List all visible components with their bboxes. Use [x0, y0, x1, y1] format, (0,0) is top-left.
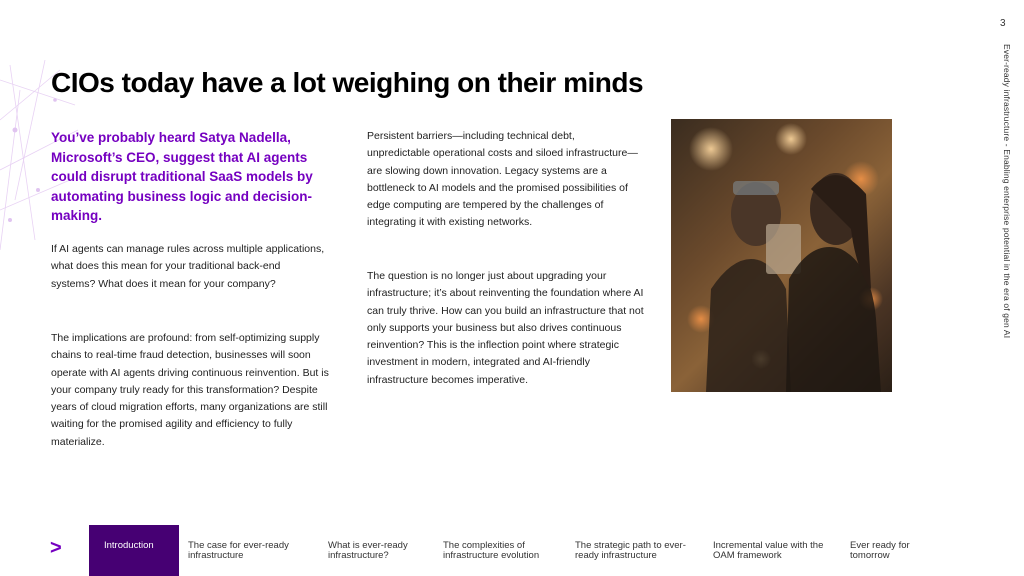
page-title: CIOs today have a lot weighing on their minds: [51, 67, 644, 98]
body-paragraph: The implications are profound: from self-optimizing supply chains to real-time fraud detection, businesses will soon operate with AI agents driving continuous reinvention. But is your company truly ready for this transformation? Despite years of cloud migration efforts, many organizations are still waiting for the promised agility and efficiency to fully materialize.: [51, 332, 329, 448]
nav-tab-complexities[interactable]: [443, 525, 561, 576]
body-paragraph: If AI agents can manage rules across multiple applications, what does this mean for your traditional back-end systems? What does it mean for your company?: [51, 243, 325, 290]
section-navigation: [0, 525, 1024, 576]
nav-tab-label: What is ever-ready infrastructure?: [328, 540, 408, 561]
nav-tab-label: Introduction: [104, 540, 154, 551]
nav-tab-label: The complexities of infrastructure evolution: [443, 540, 540, 561]
nav-tab-case-for-ever-ready[interactable]: [188, 525, 313, 576]
nav-tab-label: The case for ever-ready infrastructure: [188, 540, 289, 561]
nav-tab-what-is-ever-ready[interactable]: [328, 525, 428, 576]
chevron-right-icon[interactable]: >: [50, 537, 62, 559]
nav-tab-strategic-path[interactable]: [575, 525, 700, 576]
body-paragraph: Persistent barriers—including technical debt, unpredictable operational costs and siloed infrastructure—are slowing down innovation. Legacy systems are a bottleneck to AI models and the promised possibilities of edge computing are tempered by the challenges of integrating it with existing networks.: [367, 130, 638, 229]
page-number: 3: [1000, 18, 1006, 29]
hero-photo: [671, 119, 892, 392]
lead-paragraph: You’ve probably heard Satya Nadella, Microsoft’s CEO, suggest that AI agents could disrupt traditional SaaS models by automating business logic and decision-making.: [51, 130, 313, 223]
nav-tab-label: Incremental value with the OAM framework: [713, 540, 824, 561]
nav-tab-label: Ever ready for tomorrow: [850, 540, 910, 561]
nav-tab-introduction[interactable]: [89, 525, 179, 576]
document-side-title: Ever-ready infrastructure - Enabling enterprise potential in the era of gen AI: [1002, 44, 1012, 339]
nav-tab-incremental-value[interactable]: [713, 525, 833, 576]
nav-tab-ever-ready-tomorrow[interactable]: [850, 525, 940, 576]
nav-tab-label: The strategic path to ever-ready infrastructure: [575, 540, 686, 561]
body-paragraph: The question is no longer just about upgrading your infrastructure; it’s about reinventing the foundation where AI can truly thrive. How can you build an infrastructure that not only supports your business but also drives continuous reinvention? This is the inflection point where strategic investment in modern, integrated and AI-friendly infrastructure becomes imperative.: [367, 270, 644, 386]
